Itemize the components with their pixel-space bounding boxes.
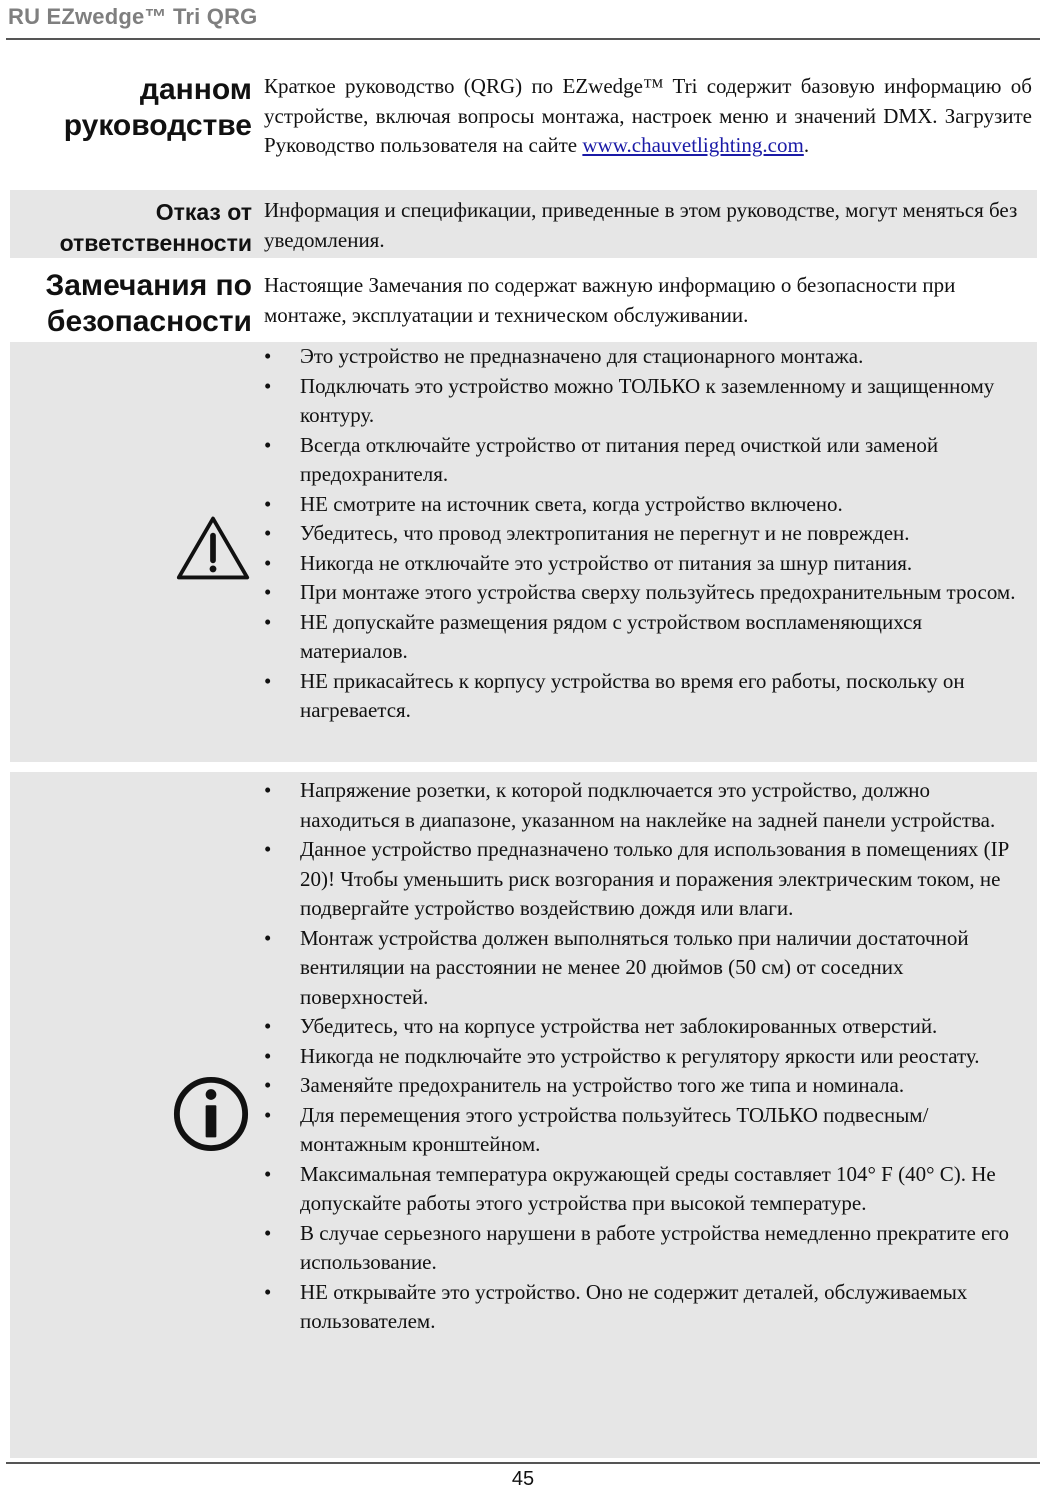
warning-item: • Это устройство не предназначено для стационарного монтажа. <box>264 344 864 368</box>
warning-item: • НЕ смотрите на источник света, когда устройство включено. <box>264 491 843 516</box>
info-item: • Напряжение розетки, к которой подключается это устройство, должно находиться в диапазоне, указанном на наклейке на задней панели устройства. <box>264 778 996 832</box>
warning-list <box>264 342 1034 726</box>
about-section <box>10 72 1037 188</box>
warning-item: • Всегда отключайте устройство от питания перед очисткой или заменой предохранителя. <box>264 432 939 486</box>
warning-item: • НЕ допускайте размещения рядом с устройством воспламеняющихся материалов. <box>264 609 923 663</box>
page-number: 45 <box>511 1468 535 1490</box>
warning-item: • Подключать это устройство можно ТОЛЬКО к заземленному и защищенному контуру. <box>264 373 995 427</box>
info-item: • Данное устройство предназначено только для использования в помещениях (IP 20)! Чтобы уменьшить риск возгорания и поражения электрическим током, не подвергайте устройство воздействию дождя или влаги. <box>264 837 1009 920</box>
info-item: • НЕ открывайте это устройство. Оно не содержит деталей, обслуживаемых пользователем. <box>264 1279 968 1333</box>
disclaimer-text: Информация и спецификации, приведенные в этом руководстве, могут меняться без уведомления. <box>264 198 1018 252</box>
safety-label-line1: Замечания по <box>45 269 252 302</box>
disclaimer-label <box>10 197 252 259</box>
info-item: • Максимальная температура окружающей среды составляет 104° F (40° C). Не допускайте работы этого устройства при высокой температуре. <box>264 1161 996 1215</box>
warning-item: • При монтаже этого устройства сверху пользуйтесь предохранительным тросом. <box>264 580 1016 604</box>
warning-item: • НЕ прикасайтесь к корпусу устройства во время его работы, поскольку он нагревается. <box>264 668 965 722</box>
about-label-line2: руководстве <box>63 109 252 142</box>
info-block <box>10 772 1037 1458</box>
info-item: • Заменяйте предохранитель на устройство того же типа и номинала. <box>264 1073 905 1097</box>
website-link[interactable]: www.chauvetlighting.com <box>582 133 804 157</box>
header-rule <box>6 38 1040 40</box>
footer-rule <box>6 1462 1040 1464</box>
info-item: • Монтаж устройства должен выполняться только при наличии достаточной вентиляции на расстоянии не менее 20 дюймов (50 см) от соседних поверхностей. <box>264 925 969 1009</box>
about-text-end: . <box>803 133 810 157</box>
info-item: • В случае серьезного нарушени в работе устройства немедленно прекратите его использование. <box>264 1220 1009 1274</box>
about-text-body: Краткое руководство (QRG) по EZwedge™ Tri содержит базовую информацию об устройстве, включая вопросы монтажа, настроек меню и значений DMX. Загрузите Руководство пользователя на сайте <box>264 74 1032 157</box>
info-item: • Убедитесь, что на корпусе устройства нет заблокированных отверстий. <box>264 1014 938 1038</box>
safety-label <box>10 268 252 340</box>
disclaimer-label-line1: Отказ от <box>155 199 252 225</box>
about-label-line1: данном <box>139 73 252 106</box>
info-item: • Никогда не подключайте это устройство к регулятору яркости или реостату. <box>264 1043 980 1068</box>
info-list <box>264 776 1034 1337</box>
info-circle-icon <box>172 1075 250 1153</box>
safety-intro: Настоящие Замечания по содержат важную информацию о безопасности при монтаже, эксплуатации и техническом обслуживании. <box>264 273 956 327</box>
disclaimer-section <box>10 190 1037 258</box>
warning-item: • Убедитесь, что провод электропитания не перегнут и не поврежден. <box>264 521 910 545</box>
disclaimer-label-line2: ответственности <box>59 230 252 256</box>
info-item: • Для перемещения этого устройства пользуйтесь ТОЛЬКО подвесным/монтажным кронштейном. <box>264 1102 929 1156</box>
safety-heading-section <box>10 266 1037 340</box>
warning-item: • Никогда не отключайте это устройство от питания за шнур питания. <box>264 550 913 575</box>
about-label <box>10 72 252 144</box>
warning-triangle-icon <box>175 514 251 582</box>
document-header-title: RU EZwedge™ Tri QRG <box>8 4 258 29</box>
about-text <box>264 72 1032 161</box>
safety-label-line2: безопасности <box>46 305 252 338</box>
warning-block <box>10 342 1037 762</box>
